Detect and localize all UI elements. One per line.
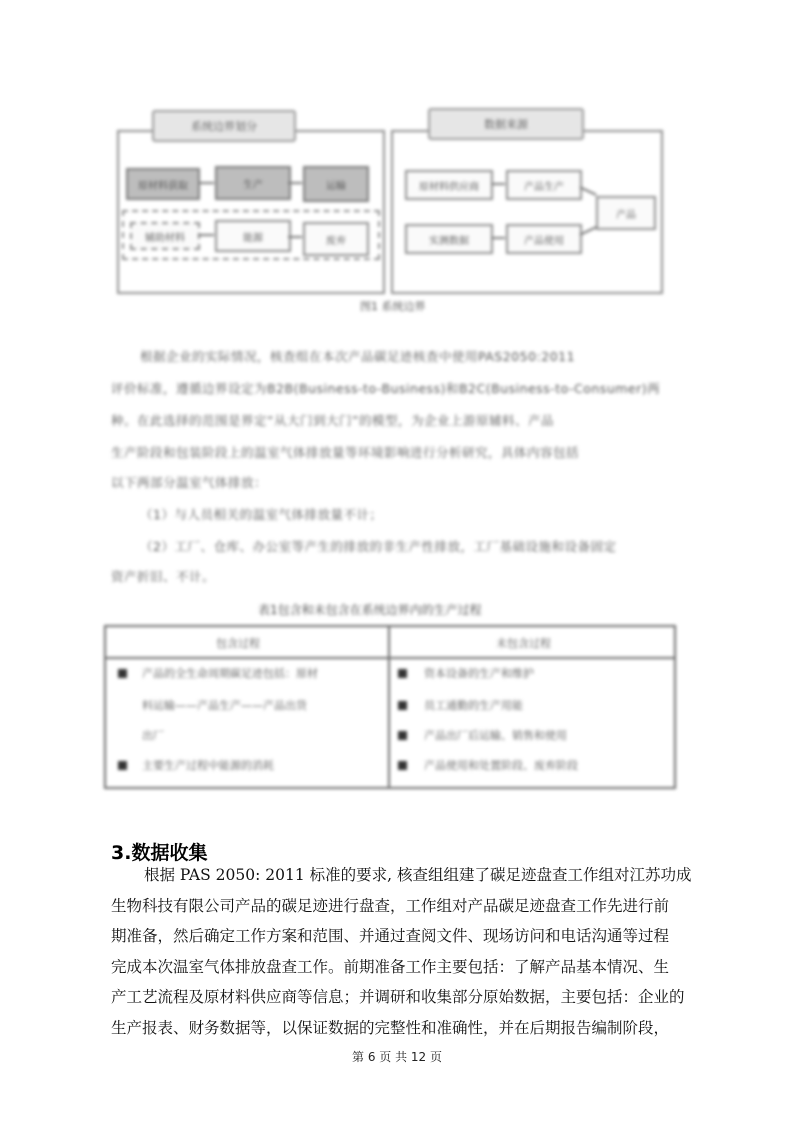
left-node-production: 生产 xyxy=(215,166,291,200)
figure-caption: 图1 系统边界 xyxy=(360,300,426,313)
bullet xyxy=(398,701,407,710)
table-cell: 料运输——产品生产——产品出货 xyxy=(142,699,307,712)
right-node-supplier: 原材料供应商 xyxy=(405,170,493,200)
table-cell: 资本设备的生产和维护 xyxy=(424,667,534,680)
table-cell: 产品使用和处置阶段、废弃阶段 xyxy=(424,759,578,772)
list-item: （1）与人员相关的温室气体排放量不计； xyxy=(140,507,383,522)
section-title: 3.数据收集 xyxy=(111,842,208,864)
list-item: 资产折旧、不计。 xyxy=(111,569,216,584)
section-paragraph xyxy=(111,860,711,1043)
bullet xyxy=(118,761,127,770)
paragraph-line: 根据企业的实际情况，核查组在本次产品碳足迹核查中使用PAS2050:2011 xyxy=(140,349,576,364)
paragraph-line: 种。在此选择的范围是界定“从大门到大门”的模型，为企业上游原辅料、产品 xyxy=(111,413,554,428)
left-node-auxiliary: 辅助材料 xyxy=(130,222,200,250)
table-header-excluded: 未包含过程 xyxy=(496,637,551,650)
right-node-usage: 产品使用 xyxy=(506,224,582,254)
table-cell: 出厂 xyxy=(142,729,164,742)
list-item: （2）工厂、仓库、办公室等产生的排放的非生产性排放，工厂基础设施和设备固定 xyxy=(140,539,617,554)
table-cell: 产品的全生命周期碳足迹包括：原材 xyxy=(142,667,318,680)
paragraph-line: 评价标准，遵循边界设定为B2B(Business-to-Business)和B2C(Business-to-Consumer)两 xyxy=(111,381,661,396)
bullet xyxy=(398,731,407,740)
page-footer: 第 6 页 共 12 页 xyxy=(352,1050,442,1064)
boundary-table-area xyxy=(0,595,794,795)
paragraph-line: 期准备，然后确定工作方案和范围、并通过查阅文件、现场访问和电话沟通等过程 xyxy=(111,927,670,945)
right-node-product: 产品 xyxy=(596,196,656,230)
right-node-production: 产品生产 xyxy=(506,170,582,200)
paragraph-line: 生产报表、财务数据等，以保证数据的完整性和准确性，并在后期报告编制阶段， xyxy=(111,1018,670,1037)
table-cell: 员工通勤的生产用能 xyxy=(424,699,523,712)
arrow xyxy=(288,182,302,184)
paragraph-line: 生物科技有限公司产品的碳足迹进行盘查，工作组对产品碳足迹盘查工作先进行前 xyxy=(111,896,670,915)
paragraph-line: 以下两部分温室气体排放： xyxy=(111,475,268,490)
right-panel-title: 数据来源 xyxy=(428,108,584,140)
paragraph-line: 根据 PAS 2050: 2011 标准的要求, 核查组组建了碳足迹盘查工作组对江苏功成 xyxy=(144,866,692,884)
arrow xyxy=(491,237,505,239)
paragraph-line: 生产阶段和包装阶段上的温室气体排放量等环境影响进行分析研究，具体内容包括 xyxy=(111,445,580,460)
table-divider xyxy=(388,627,390,787)
paragraph-line: 产工艺流程及原材料供应商等信息；并调研和收集部分原始数据，主要包括：企业的 xyxy=(111,988,685,1006)
paragraph-line: 完成本次温室气体排放盘查工作。前期准备工作主要包括：了解产品基本情况、生 xyxy=(111,957,670,976)
table-header-row xyxy=(106,627,674,659)
arrow xyxy=(491,183,505,185)
system-boundary-figure xyxy=(0,0,794,330)
arrow xyxy=(198,182,214,184)
left-panel-title: 系统边界划分 xyxy=(152,110,296,142)
left-node-raw-material: 原材料获取 xyxy=(126,168,200,200)
bullet xyxy=(398,669,407,678)
left-node-transport: 运输 xyxy=(303,166,369,202)
arrow xyxy=(198,234,214,236)
boundary-table xyxy=(104,625,676,789)
left-node-waste: 废弃 xyxy=(303,222,369,256)
blurred-paragraph xyxy=(0,330,794,600)
right-node-measured: 实测数据 xyxy=(405,224,493,254)
table-cell: 主要生产过程中能源的消耗 xyxy=(142,759,274,772)
left-node-energy: 能源 xyxy=(215,220,291,252)
arrow xyxy=(288,236,302,238)
bullet xyxy=(398,761,407,770)
table-header-included: 包含过程 xyxy=(216,637,260,650)
table-caption: 表1包含和未包含在系统边界内的生产过程 xyxy=(258,603,482,617)
table-cell: 产品出厂后运输、销售和使用 xyxy=(424,729,567,742)
bullet xyxy=(118,669,127,678)
